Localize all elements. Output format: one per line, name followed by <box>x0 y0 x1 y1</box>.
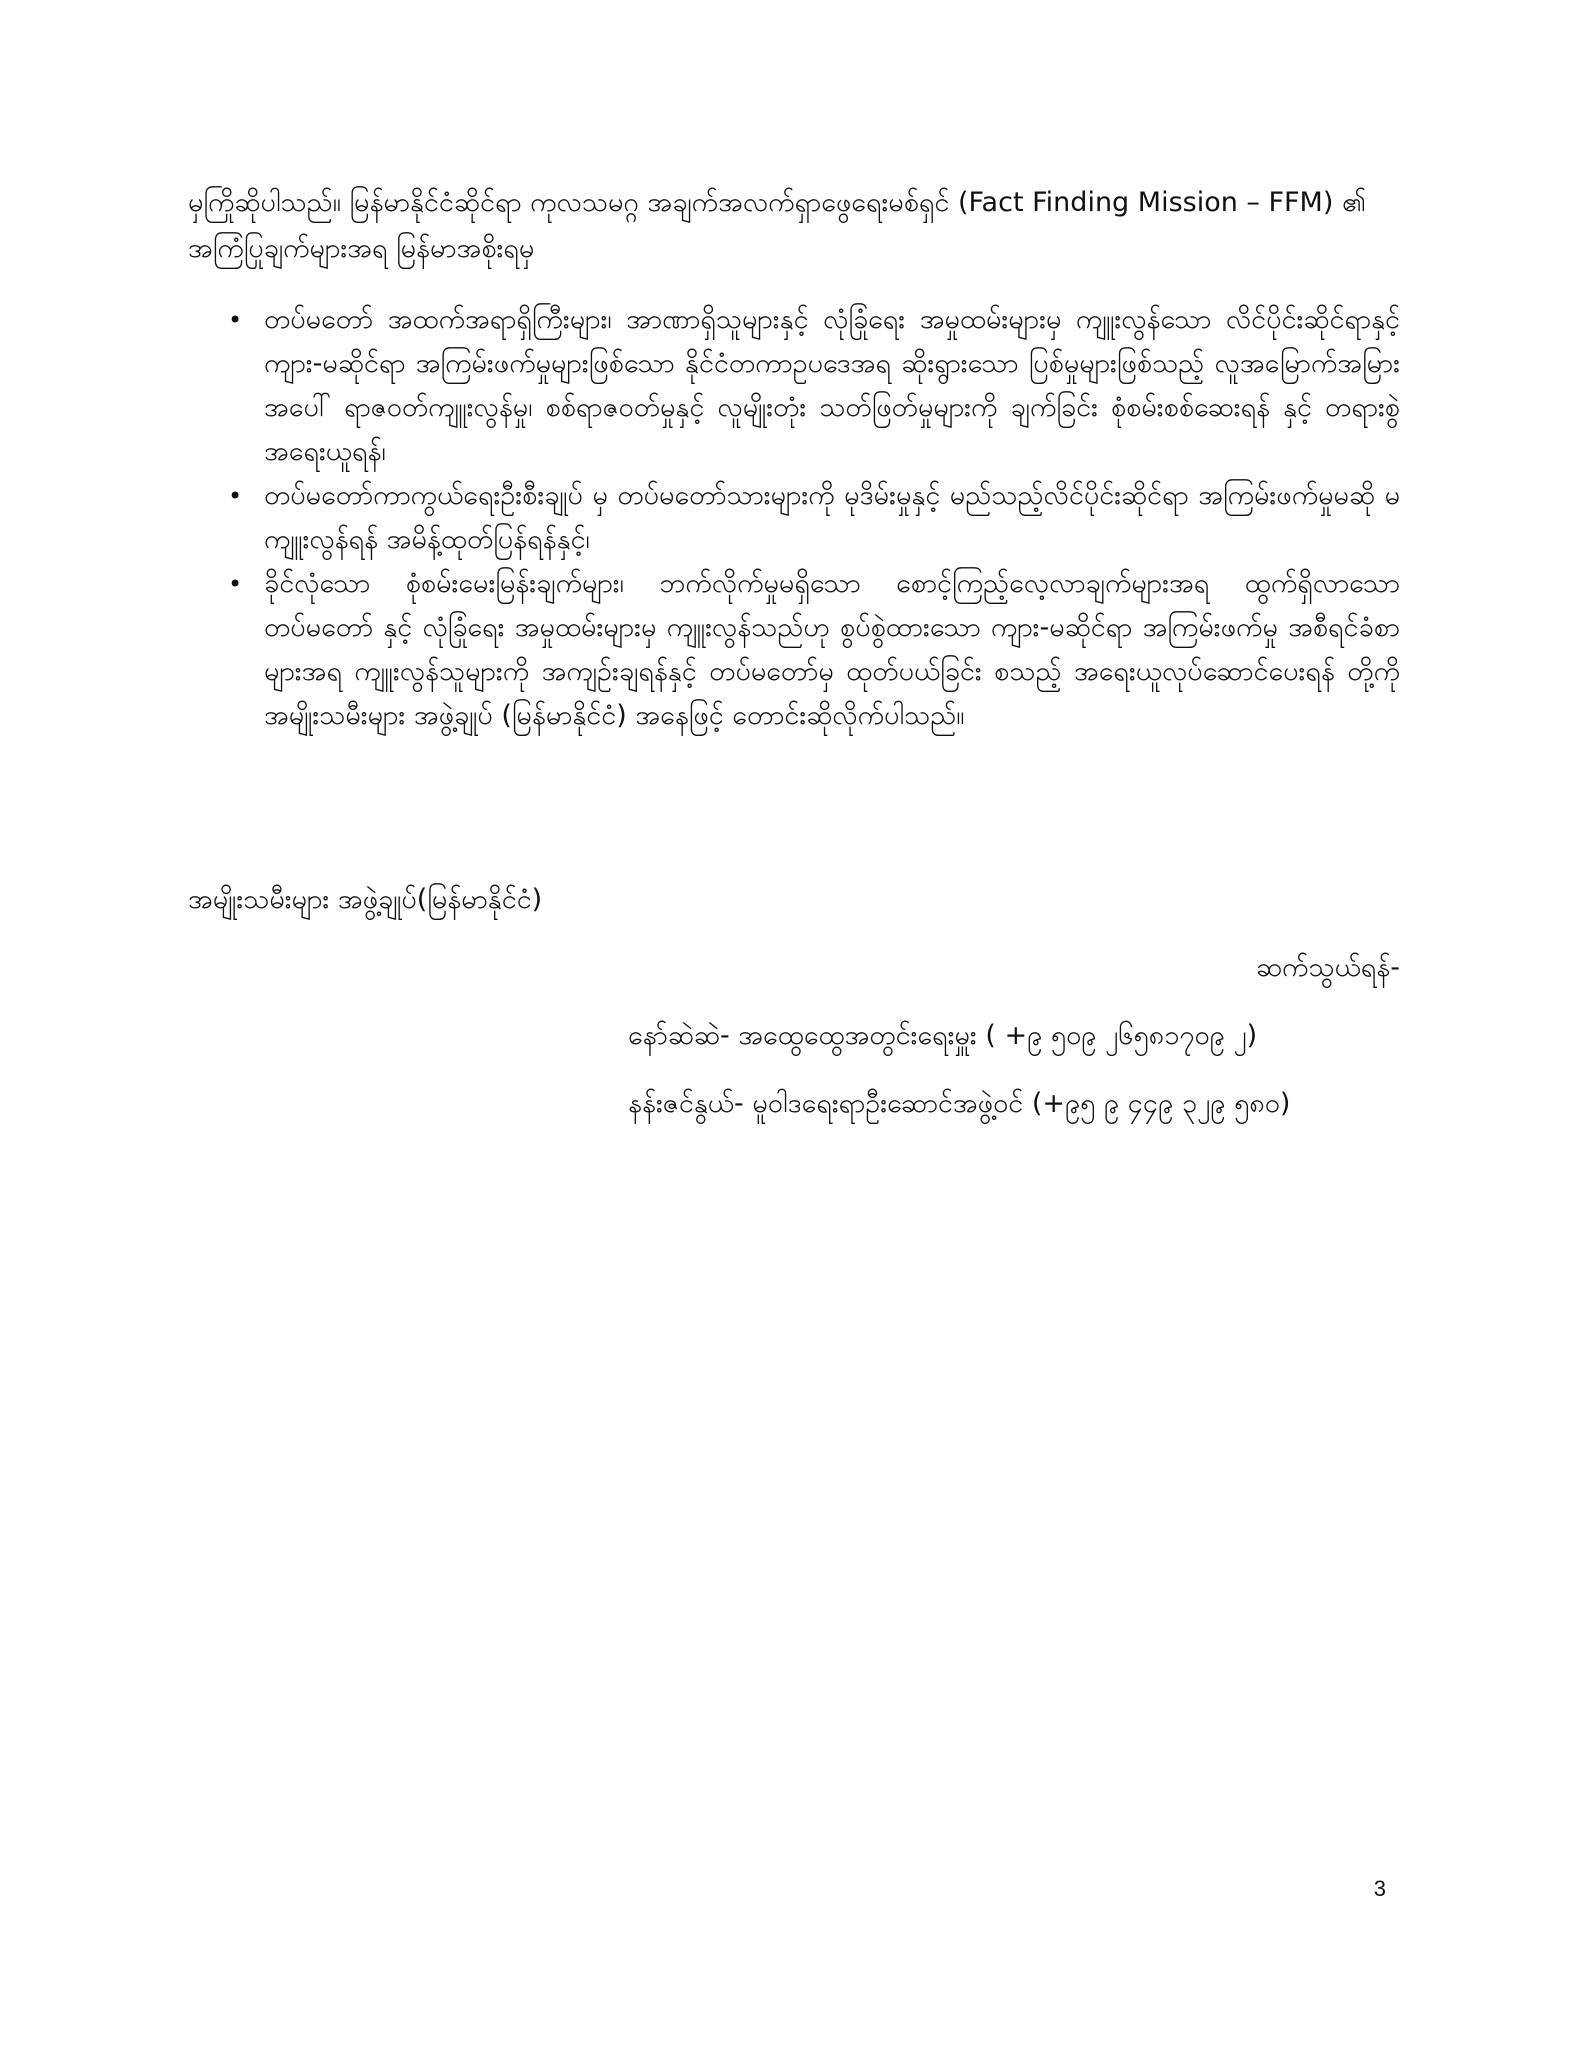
list-item <box>188 298 1400 474</box>
intro-paragraph: မှကြိုဆိုပါသည်။ မြန်မာနိုင်ငံဆိုင်ရာ ကုလသမဂ္ဂ အချက်အလက်ရှာဖွေရေးမစ်ရှင် (Fact Finding Mission – FFM) ၏ အကြံပြုချက်များအရ မြန်မာအစိုးရမှ <box>188 187 1367 264</box>
bullet-icon: • <box>228 570 243 598</box>
bullet-icon: • <box>228 482 243 510</box>
list-item-text: ခိုင်လုံသော စုံစမ်းမေးမြန်းချက်များ၊ ဘက်လိုက်မှုမရှိသော စောင့်ကြည့်လေ့လာချက်များအရ ထွက်ရှိလာသော တပ်မတော် နှင့် လုံခြုံရေး အမှုထမ်းများမှ ကျူးလွန်သည်ဟု စွပ်စွဲထားသော ကျား-မဆိုင်ရာ အကြမ်းဖက်မှု အစီရင်ခံစာများအရ ကျူးလွန်သူများကို အကျဉ်းချရန်နှင့် တပ်မတော်မှ ထုတ်ပယ်ခြင်း စသည့် အရေးယူလုပ်ဆောင်ပေးရန် တို့ကို အမျိုးသမီးများ အဖွဲ့ချုပ် (မြန်မာနိုင်ငံ) အနေဖြင့် တောင်းဆိုလိုက်ပါသည်။ <box>264 568 1400 731</box>
contact-line-1: နော်ဆဲဆဲ- အထွေထွေအတွင်းရေးမှူး ( +၉ ၅၀၉ ၂၆၅၈၁၇၀၉ ၂) <box>628 1020 1258 1051</box>
demands-list <box>188 298 1400 738</box>
page-number: 3 <box>1373 1876 1386 1901</box>
contact-label: ဆက်သွယ်ရန်- <box>1255 952 1400 983</box>
list-item <box>188 474 1400 562</box>
list-item-text: တပ်မတော်ကာကွယ်ရေးဦးစီးချုပ် မှ တပ်မတော်သားများကို မုဒိမ်းမှုနှင့် မည်သည့်လိင်ပိုင်းဆိုင်ရာ အကြမ်းဖက်မှုမဆို မကျူးလွန်ရန် အမိန့်ထုတ်ပြန်ရန်နှင့်၊ <box>264 480 1400 555</box>
organization-signature: အမျိုးသမီးများ အဖွဲ့ချုပ်(မြန်မာနိုင်ငံ) <box>188 884 543 915</box>
contact-line-2: နန်းဇင်နွယ်- မူဝါဒရေးရာဦးဆောင်အဖွဲ့ဝင် (+၉၅ ၉ ၄၄၉ ၃၂၉ ၅၈၀) <box>628 1088 1291 1119</box>
list-item <box>188 562 1400 738</box>
list-item-text: တပ်မတော် အထက်အရာရှိကြီးများ၊ အာဏာရှိသူများနှင့် လုံခြုံရေး အမှုထမ်းများမှ ကျူးလွန်သော လိင်ပိုင်းဆိုင်ရာနှင့် ကျား-မဆိုင်ရာ အကြမ်းဖက်မှုများဖြစ်သော နိုင်ငံတကာဥပဒေအရ ဆိုးရွားသော ပြစ်မှုများဖြစ်သည့် လူအမြောက်အမြားအပေါ် ရာဇဝတ်ကျူးလွန်မှု၊ စစ်ရာဇဝတ်မှုနှင့် လူမျိုးတုံး သတ်ဖြတ်မှုများကို ချက်ခြင်း စုံစမ်းစစ်ဆေးရန် နှင့် တရားစွဲအရေးယူရန်၊ <box>264 304 1400 467</box>
bullet-icon: • <box>228 306 243 334</box>
